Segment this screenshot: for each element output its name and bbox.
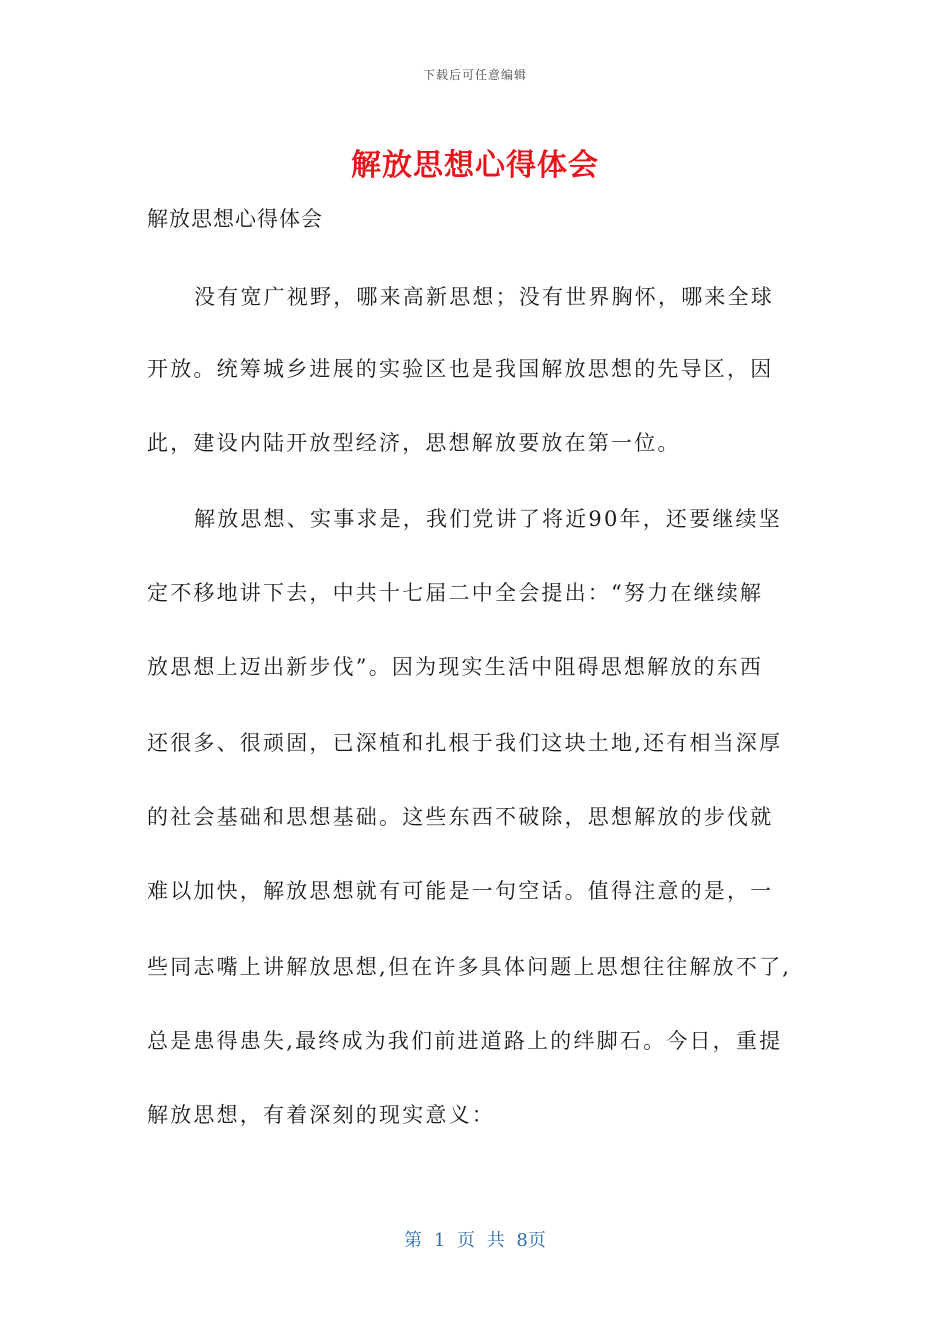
paragraph-2-line-5: 的社会基础和思想基础。这些东西不破除，思想解放的步伐就 [147, 805, 774, 829]
page-number: 第 1 页 共 8页 [404, 1230, 546, 1251]
paragraph-2-line-6: 难以加快，解放思想就有可能是一句空话。值得注意的是，一 [147, 879, 774, 903]
paragraph-2-line-9: 解放思想，有着深刻的现实意义： [147, 1103, 495, 1127]
paragraph-1-line-3: 此，建设内陆开放型经济，思想解放要放在第一位。 [147, 431, 681, 455]
paragraph-2-line-2: 定不移地讲下去，中共十七届二中全会提出：“努力在继续解 [147, 581, 764, 605]
document-subtitle: 解放思想心得体会 [147, 207, 323, 231]
paragraph-2-line-1: 解放思想、实事求是，我们党讲了将近90年，还要继续坚 [194, 507, 782, 531]
document-title: 解放思想心得体会 [351, 148, 599, 183]
paragraph-2-line-7: 些同志嘴上讲解放思想,但在许多具体问题上思想往往解放不了, [147, 955, 792, 979]
paragraph-2-line-3: 放思想上迈出新步伐”。因为现实生活中阻碍思想解放的东西 [147, 655, 764, 679]
header-note: 下载后可任意编辑 [422, 68, 527, 82]
paragraph-2-line-4: 还很多、很顽固，已深植和扎根于我们这块土地,还有相当深厚 [147, 731, 783, 755]
paragraph-1-line-1: 没有宽广视野，哪来高新思想；没有世界胸怀，哪来全球 [194, 285, 774, 309]
paragraph-2-line-8: 总是患得患失,最终成为我们前进道路上的绊脚石。今日，重提 [147, 1029, 783, 1053]
paragraph-1-line-2: 开放。统筹城乡进展的实验区也是我国解放思想的先导区，因 [147, 357, 774, 381]
